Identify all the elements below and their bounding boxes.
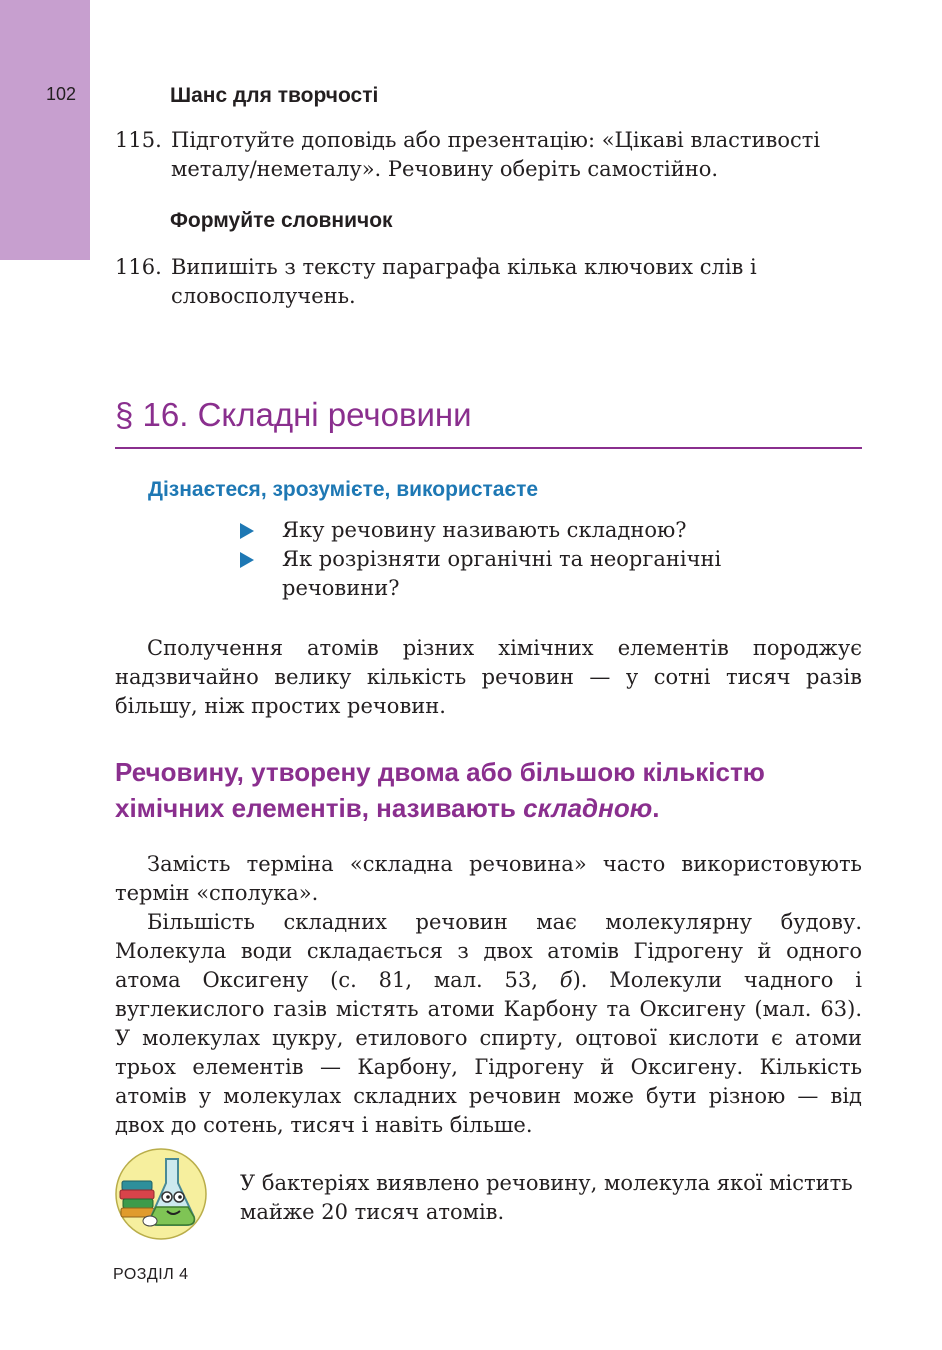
definition-text: Речовину, утворену двома або більшою кількістю хімічних елементів, називають xyxy=(115,757,765,823)
molecules-text-italic: б xyxy=(559,968,573,992)
definition-term: складною xyxy=(523,793,653,823)
molecules-text-b: ). Молекули чадного і вуглекислого газів містять атоми Карбону та Оксигену (мал. 63). У молекулах цукру, етилового спирту, оцтової кислоти є атоми трьох елементів — Карбону, Гідрогену й Оксигену. Кількість атомів у молекулах складних речовин може бути різною — від двох до сотень, тисяч і навіть більше. xyxy=(115,968,862,1137)
exercise-116 xyxy=(115,253,861,311)
title-divider xyxy=(115,447,862,449)
definition-end: . xyxy=(652,793,660,823)
paragraph-title: § 16. Складні речовини xyxy=(115,396,472,433)
triangle-bullet-icon xyxy=(240,552,254,568)
list-item xyxy=(240,516,840,545)
molecules-text-a: Більшість складних речовин має молекулярну будову. Молекула води складається з двох атомів Гідрогену й одного атома Оксигену (с. 81, мал. 53, xyxy=(115,910,862,992)
exercise-number: 116. xyxy=(115,255,162,279)
intro-paragraph: Сполучення атомів різних хімічних елементів породжує надзвичайно велику кількість речовин — у сотні тисяч разів більшу, ніж простих речовин. xyxy=(115,636,862,718)
interesting-fact-icon xyxy=(114,1147,208,1241)
exercise-text: Випишіть з тексту параграфа кілька ключових слів і словосполучень. xyxy=(171,255,757,308)
definition-block xyxy=(115,754,875,826)
exercise-115 xyxy=(115,126,861,184)
question-text: Яку речовину називають складною? xyxy=(282,518,687,542)
molecules-paragraph xyxy=(115,908,862,1140)
creativity-heading: Шанс для творчості xyxy=(170,84,379,107)
vocabulary-heading: Формуйте словничок xyxy=(170,209,393,232)
question-list xyxy=(240,516,840,603)
interesting-fact-text: У бактеріях виявлено речовину, молекула якої містить майже 20 тисяч атомів. xyxy=(240,1171,853,1224)
triangle-bullet-icon xyxy=(240,523,254,539)
chapter-side-tab xyxy=(0,0,90,260)
list-item xyxy=(240,545,840,603)
learning-goals-heading: Дізнаєтеся, зрозумієте, використаєте xyxy=(148,478,539,501)
question-text: Як розрізняти органічні та неорганічні речовини? xyxy=(282,547,722,600)
exercise-text: Підготуйте доповідь або презентацію: «Цікаві властивості металу/неметалу». Речовину оберіть самостійно. xyxy=(171,128,821,181)
term-paragraph: Замість терміна «складна речовина» часто використовують термін «сполука». xyxy=(115,852,862,905)
page-number: 102 xyxy=(46,84,77,104)
chapter-footer: РОЗДІЛ 4 xyxy=(113,1266,189,1283)
exercise-number: 115. xyxy=(115,128,162,152)
